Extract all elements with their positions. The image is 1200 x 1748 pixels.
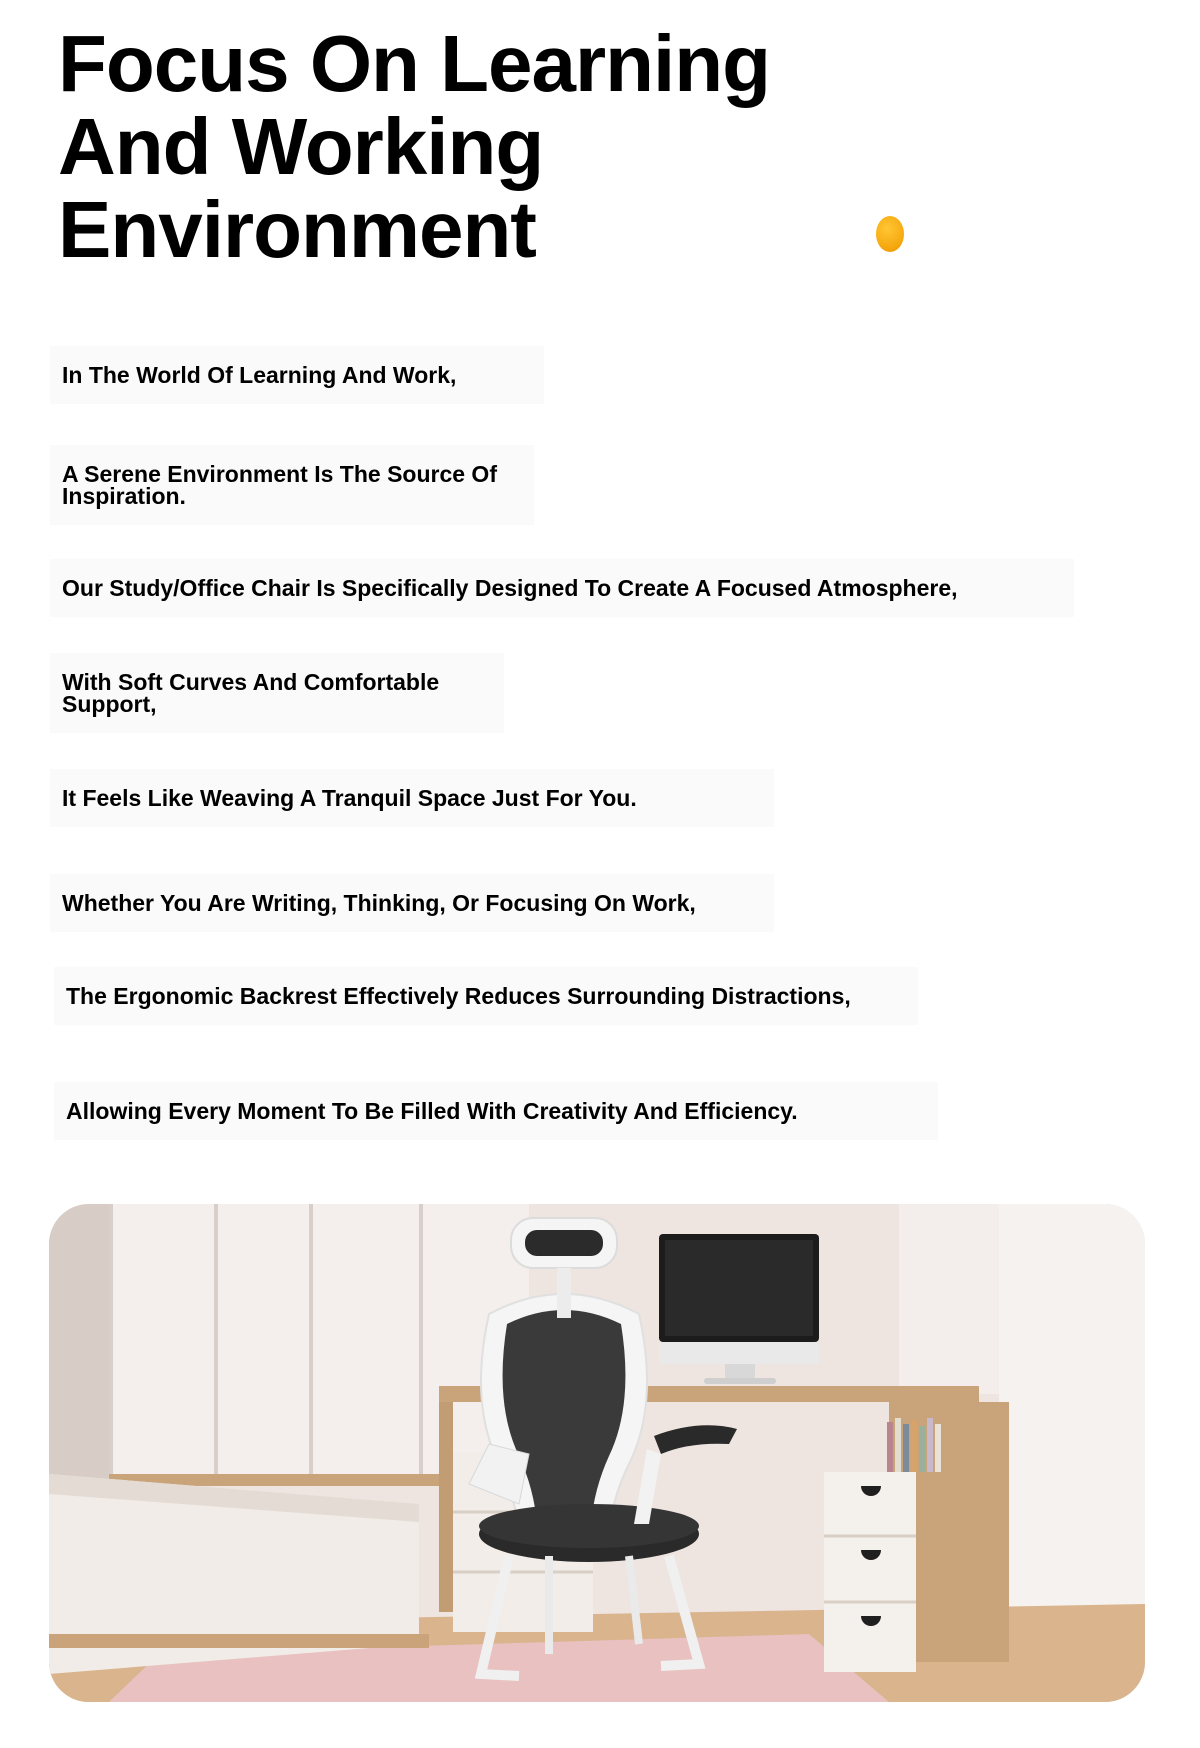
product-photo-office-chair-room xyxy=(49,1204,1145,1702)
paragraph-3: Our Study/Office Chair Is Specifically Designed To Create A Focused Atmosphere, xyxy=(50,559,1074,617)
paragraph-4: With Soft Curves And Comfortable Support, xyxy=(50,653,504,733)
paragraph-6: Whether You Are Writing, Thinking, Or Focusing On Work, xyxy=(50,874,774,932)
title-line-1: Focus On Learning xyxy=(58,19,770,108)
title-line-2: And Working xyxy=(58,102,544,191)
paragraph-1: In The World Of Learning And Work, xyxy=(50,346,544,404)
paragraph-8: Allowing Every Moment To Be Filled With Creativity And Efficiency. xyxy=(54,1082,938,1140)
paragraph-2: A Serene Environment Is The Source Of Inspiration. xyxy=(50,445,534,525)
paragraph-7: The Ergonomic Backrest Effectively Reduces Surrounding Distractions, xyxy=(54,967,918,1025)
orange-dot-decoration xyxy=(876,216,904,252)
page-title xyxy=(58,19,770,274)
title-line-3: Environment xyxy=(58,185,536,274)
paragraph-5: It Feels Like Weaving A Tranquil Space Just For You. xyxy=(50,769,774,827)
